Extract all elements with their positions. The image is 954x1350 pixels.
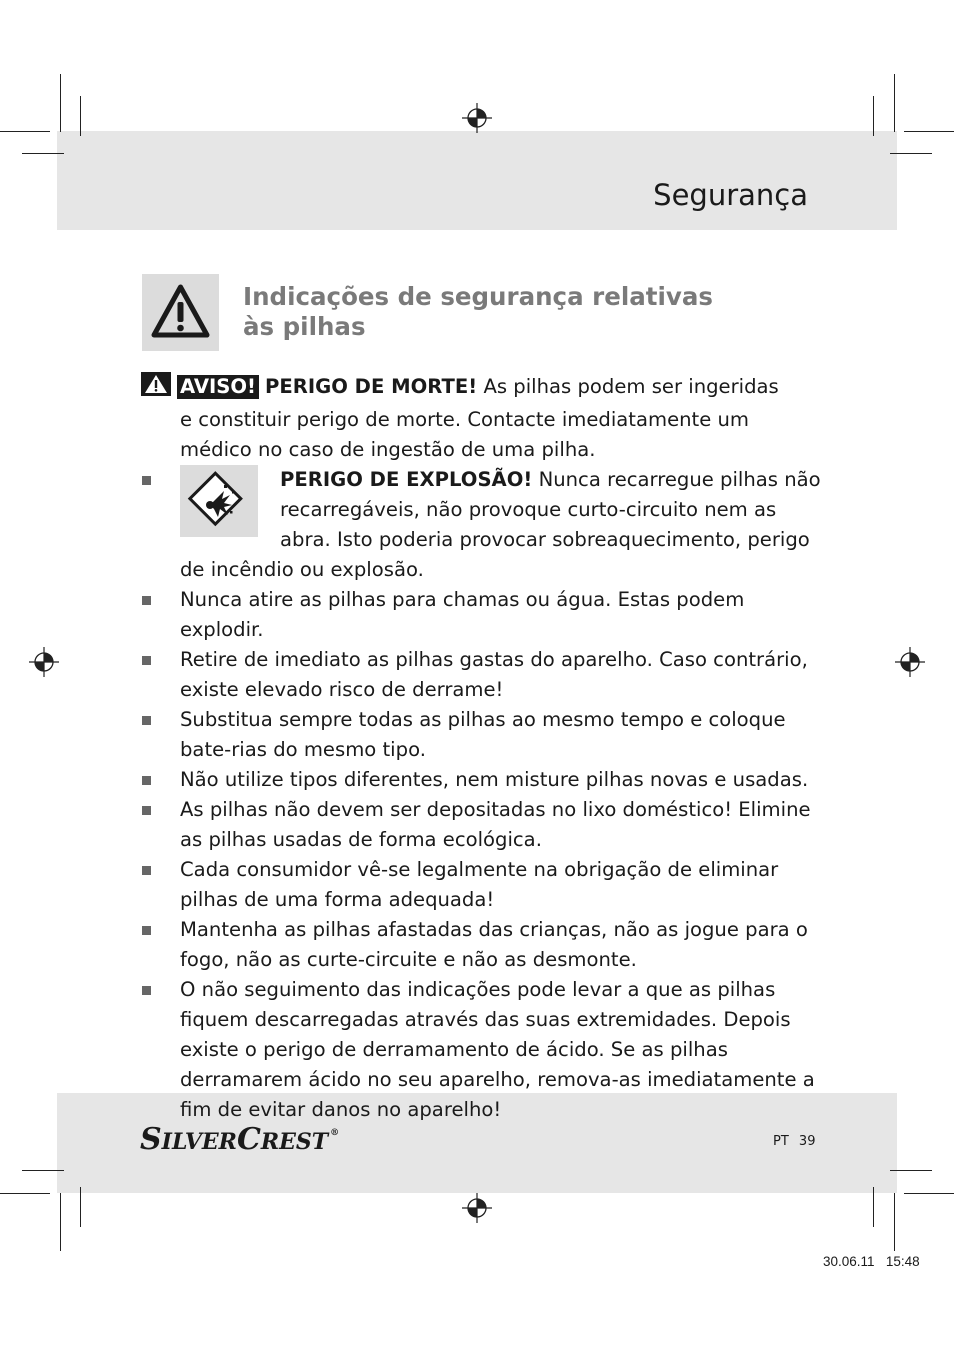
warning-triangle-icon (142, 274, 219, 351)
list-item (141, 765, 821, 795)
warning-icon-box (142, 274, 219, 351)
explosion-lead: PERIGO DE EXPLOSÃO! (280, 468, 533, 491)
bullet-icon (142, 926, 151, 935)
warning-item (141, 372, 821, 465)
bullet-icon (142, 656, 151, 665)
bullet-icon (142, 596, 151, 605)
list-item (141, 645, 821, 705)
heading-line-1: Indicações de segurança relativas (243, 282, 713, 311)
explosion-hazard-icon (180, 465, 258, 537)
list-item (141, 465, 821, 585)
warning-text-rest: e constituir perigo de morte. Contacte imediatamente um médico no caso de ingestão de uma pilha. (180, 408, 750, 461)
list-item (141, 795, 821, 855)
safety-content (141, 372, 821, 1125)
list-item-text: Retire de imediato as pilhas gastas do aparelho. Caso contrário, existe elevado risco de derrame! (180, 648, 808, 701)
language-code: PT (773, 1134, 789, 1149)
section-heading (243, 282, 783, 342)
registration-mark-icon (462, 103, 492, 133)
list-item (141, 855, 821, 915)
list-item-text: Mantenha as pilhas afastadas das crianças, não as jogue para o fogo, não as curte-circuite e não as desmonte. (180, 918, 808, 971)
warning-text-first: As pilhas podem ser ingeridas (483, 375, 779, 398)
list-item-text: O não seguimento das indicações pode levar a que as pilhas fiquem descarregadas através das suas extremidades. Depois existe o perigo de derramamento de ácido. Se as pilhas derramarem ácido no seu aparelho, remova-as imediatamente a fim de evitar danos no aparelho! (180, 978, 815, 1121)
aviso-badge: AVISO! (177, 375, 259, 399)
explosion-icon-box (180, 465, 258, 537)
list-item-text: Substitua sempre todas as pilhas ao mesmo tempo e coloque bate-rias do mesmo tipo. (180, 708, 786, 761)
page-number (773, 1134, 815, 1149)
registration-mark-icon (29, 647, 59, 677)
page-number-value: 39 (798, 1134, 816, 1149)
print-timestamp (823, 1254, 920, 1269)
bullet-icon (142, 806, 151, 815)
heading-line-2: às pilhas (243, 312, 366, 341)
warning-triangle-icon (141, 372, 171, 405)
list-item (141, 975, 821, 1125)
bullet-icon (142, 476, 151, 485)
bullet-icon (142, 716, 151, 725)
explosion-text-first: Nunca recarregue pilhas não recarregáveis, não provoque curto-circuito nem as abra. Isto poderia provocar sobreaquecimento, perigo (280, 468, 821, 551)
list-item (141, 585, 821, 645)
print-date: 30.06.11 (823, 1254, 875, 1269)
section-title: Segurança (653, 178, 808, 212)
explosion-text-rest: de incêndio ou explosão. (180, 558, 424, 581)
bullet-icon (142, 776, 151, 785)
brand-logo: SILVERCREST ® (140, 1122, 340, 1157)
list-item-text: Nunca atire as pilhas para chamas ou água. Estas podem explodir. (180, 588, 745, 641)
list-item-text: Não utilize tipos diferentes, nem misture pilhas novas e usadas. (180, 768, 809, 791)
list-item-text: Cada consumidor vê-se legalmente na obrigação de eliminar pilhas de uma forma adequada! (180, 858, 779, 911)
registration-mark-icon (895, 647, 925, 677)
bullet-icon (142, 866, 151, 875)
bullet-icon (142, 986, 151, 995)
list-item (141, 915, 821, 975)
warning-lead: PERIGO DE MORTE! (265, 375, 478, 398)
print-time: 15:48 (885, 1254, 920, 1269)
list-item-text: As pilhas não devem ser depositadas no lixo doméstico! Elimine as pilhas usadas de forma ecológica. (180, 798, 811, 851)
list-item (141, 705, 821, 765)
registration-mark-icon (462, 1193, 492, 1223)
